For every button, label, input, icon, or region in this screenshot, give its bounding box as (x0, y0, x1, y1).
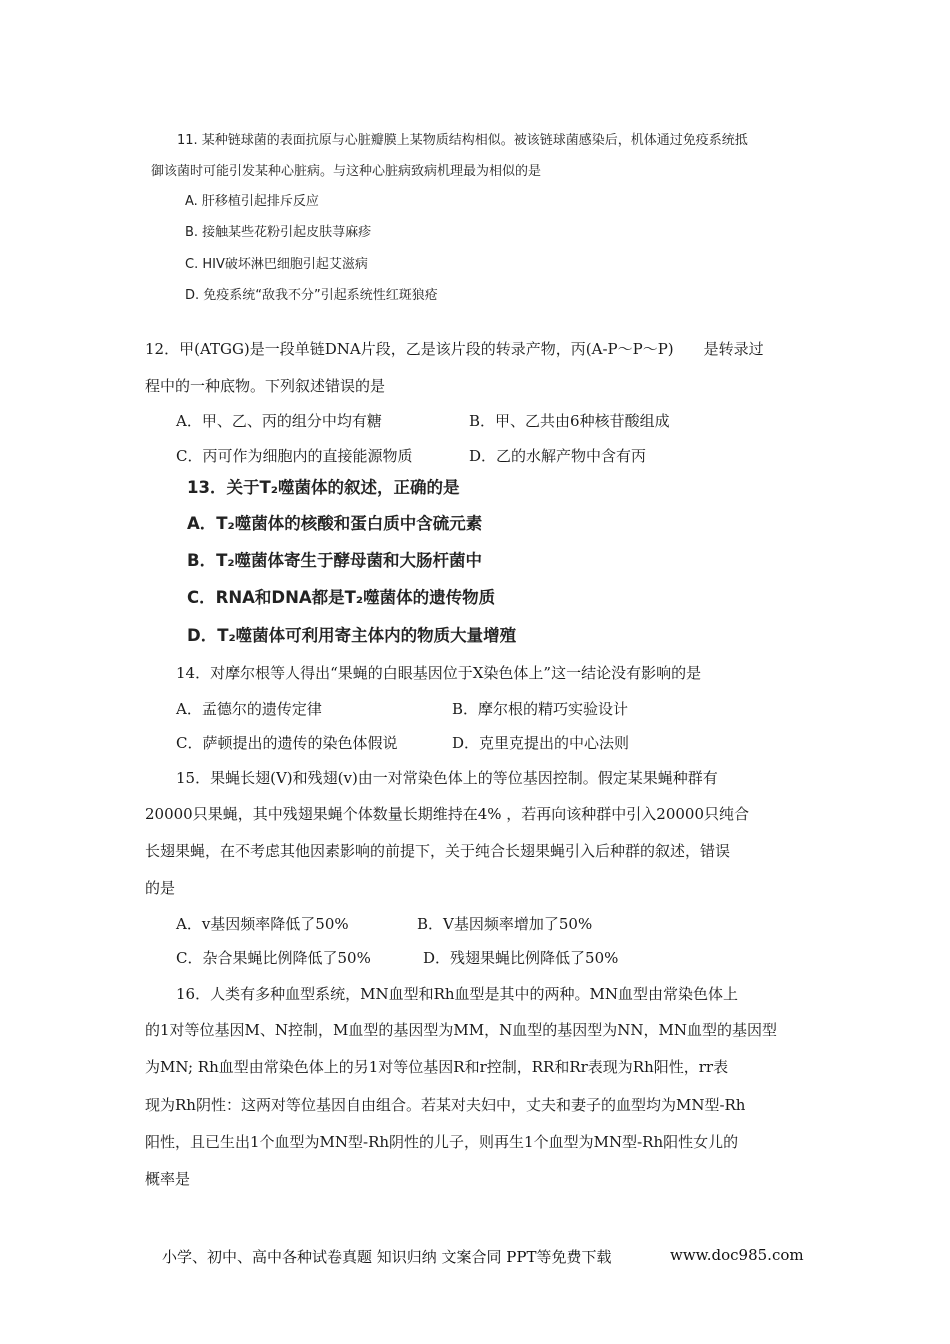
q15-line4: 的是 (145, 879, 176, 897)
q11-stem-line2: 御该菌时可能引发某种心脏病。与这种心脏病致病机理最为相似的是 (151, 164, 542, 179)
q12-stem-line2: 程中的一种底物。下列叙述错误的是 (145, 377, 386, 395)
q14-option-d: D．克里克提出的中心法则 (452, 734, 630, 752)
q15-option-c: C．杂合果蝇比例降低了50% (176, 949, 371, 967)
q16-line3: 为MN; Rh血型由常染色体上的另1对等位基因R和r控制，RR和Rr表现为Rh阳性，rr表 (145, 1058, 729, 1076)
q11-option-a: A. 肝移植引起排斥反应 (185, 194, 319, 209)
q11-option-d: D. 免疫系统“敌我不分”引起系统性红斑狼疮 (185, 288, 438, 303)
q15-option-a: A．v基因频率降低了50% (176, 915, 349, 933)
q11-option-c: C. HIV破坏淋巴细胞引起艾滋病 (185, 257, 368, 272)
q12-option-d: D．乙的水解产物中含有丙 (469, 447, 647, 465)
q15-line1: 15．果蝇长翅(V)和残翅(v)由一对常染色体上的等位基因控制。假定某果蝇种群有 (176, 769, 718, 787)
q15-option-b: B．V基因频率增加了50% (417, 915, 593, 933)
q15-line2: 20000只果蝇，其中残翅果蝇个体数量长期维持在4% ，若再向该种群中引入20000只纯合 (145, 805, 750, 823)
q12-option-b: B．甲、乙共由6种核苷酸组成 (469, 412, 670, 430)
q16-line5: 阳性，且已生出1个血型为MN型-Rh阴性的儿子，则再生1个血型为MN型-Rh阳性女儿的 (145, 1133, 739, 1151)
q13-option-d: D．T₂噬菌体可利用寄主体内的物质大量增殖 (187, 626, 517, 645)
q14-stem: 14．对摩尔根等人得出“果蝇的白眼基因位于X染色体上”这一结论没有影响的是 (176, 664, 702, 682)
q13-option-a: A．T₂噬菌体的核酸和蛋白质中含硫元素 (187, 514, 483, 533)
q13-option-b: B．T₂噬菌体寄生于酵母菌和大肠杆菌中 (187, 551, 483, 570)
q16-line2: 的1对等位基因M、N控制，M血型的基因型为MM，N血型的基因型为NN，MN血型的基因型 (145, 1021, 777, 1039)
q16-line4: 现为Rh阴性：这两对等位基因自由组合。若某对夫妇中，丈夫和妻子的血型均为MN型-Rh (145, 1096, 746, 1114)
q12-stem-line1: 12．甲(ATGG)是一段单链DNA片段，乙是该片段的转录产物，丙(A-P～P～P) 是转录过 (145, 340, 764, 358)
q11-stem-line1: 11. 某种链球菌的表面抗原与心脏瓣膜上某物质结构相似。被该链球菌感染后，机体通过免疫系统抵 (177, 133, 748, 148)
q14-option-b: B．摩尔根的精巧实验设计 (452, 700, 629, 718)
q16-line6: 概率是 (145, 1170, 191, 1188)
footer-url-link[interactable]: www.doc985.com (670, 1246, 804, 1264)
q11-option-b: B. 接触某些花粉引起皮肤荨麻疹 (185, 225, 372, 240)
q13-option-c: C．RNA和DNA都是T₂噬菌体的遗传物质 (187, 588, 496, 607)
q12-option-c: C．丙可作为细胞内的直接能源物质 (176, 447, 413, 465)
q14-option-a: A．孟德尔的遗传定律 (176, 700, 322, 718)
q15-line3: 长翅果蝇，在不考虑其他因素影响的前提下，关于纯合长翅果蝇引入后种群的叙述，错误 (145, 842, 731, 860)
q14-option-c: C．萨顿提出的遗传的染色体假说 (176, 734, 398, 752)
footer-promo-text: 小学、初中、高中各种试卷真题 知识归纳 文案合同 PPT等免费下载 (162, 1248, 612, 1266)
q15-option-d: D．残翅果蝇比例降低了50% (423, 949, 619, 967)
q16-line1: 16．人类有多种血型系统，MN血型和Rh血型是其中的两种。MN血型由常染色体上 (176, 985, 739, 1003)
q13-stem: 13．关于T₂噬菌体的叙述，正确的是 (187, 478, 460, 497)
q12-option-a: A．甲、乙、丙的组分中均有糖 (176, 412, 382, 430)
